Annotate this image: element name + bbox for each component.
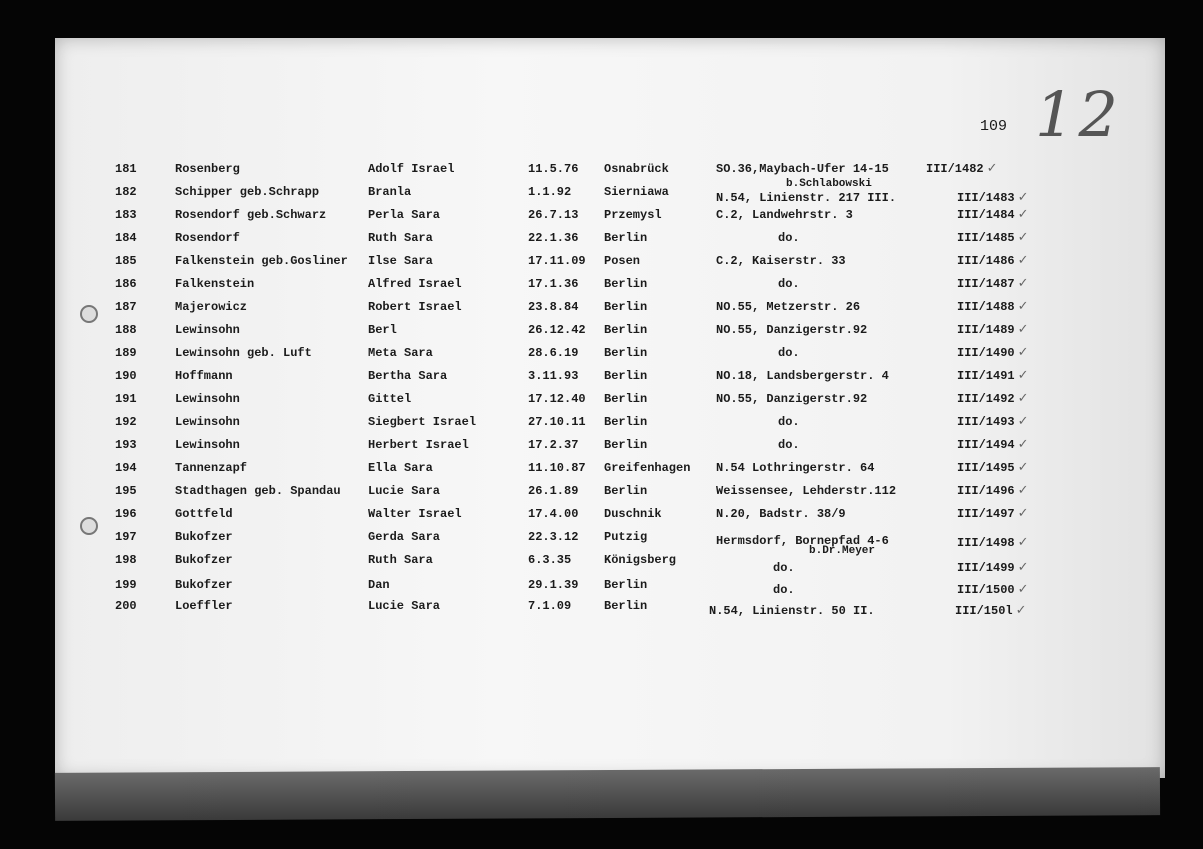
entry-surname: Lewinsohn geb. Luft xyxy=(175,346,312,360)
entry-reference xyxy=(957,437,1029,453)
entry-birth-date: 23.8.84 xyxy=(528,300,579,314)
entry-given-names: Gittel xyxy=(368,392,412,406)
entry-given-names: Robert Israel xyxy=(368,300,462,314)
entry-birth-place: Berlin xyxy=(604,300,648,314)
table-row xyxy=(0,460,1203,482)
entry-given-names: Ruth Sara xyxy=(368,231,433,245)
checkmark-icon: ✓ xyxy=(1017,506,1029,521)
checkmark-icon: ✓ xyxy=(1015,603,1027,618)
entry-address: do. xyxy=(773,561,795,575)
entry-birth-date: 17.4.00 xyxy=(528,507,579,521)
entry-address: C.2, Kaiserstr. 33 xyxy=(716,254,846,268)
entry-address: N.54 Lothringerstr. 64 xyxy=(716,461,875,475)
entry-reference xyxy=(957,230,1029,246)
care-of-note: b.Dr.Meyer xyxy=(809,545,876,557)
entry-given-names: Ella Sara xyxy=(368,461,433,475)
entry-number: 195 xyxy=(115,484,137,498)
entry-birth-date: 11.10.87 xyxy=(528,461,586,475)
entry-number: 196 xyxy=(115,507,137,521)
entry-reference-number: III/1494 xyxy=(957,438,1015,452)
entry-reference-number: III/1487 xyxy=(957,277,1015,291)
entry-given-names: Adolf Israel xyxy=(368,162,455,176)
entry-birth-date: 27.10.11 xyxy=(528,415,586,429)
checkmark-icon: ✓ xyxy=(1017,391,1029,406)
entry-surname: Lewinsohn xyxy=(175,392,240,406)
checkmark-icon: ✓ xyxy=(1017,345,1029,360)
checkmark-icon: ✓ xyxy=(1017,299,1029,314)
entry-reference-number: III/1497 xyxy=(957,507,1015,521)
entry-reference-number: III/1496 xyxy=(957,484,1015,498)
entry-number: 191 xyxy=(115,392,137,406)
table-row xyxy=(0,437,1203,459)
entry-birth-place: Osnabrück xyxy=(604,162,669,176)
entry-reference-number: III/1482 xyxy=(926,162,984,176)
entry-address: NO.55, Danzigerstr.92 xyxy=(716,392,868,406)
entry-birth-place: Posen xyxy=(604,254,641,268)
entry-given-names: Ilse Sara xyxy=(368,254,433,268)
entry-reference-number: III/1483 xyxy=(957,191,1015,205)
checkmark-icon: ✓ xyxy=(1017,414,1029,429)
table-row xyxy=(0,577,1203,599)
entry-birth-date: 11.5.76 xyxy=(528,162,579,176)
entry-reference-number: III/1491 xyxy=(957,369,1015,383)
entry-birth-date: 29.1.39 xyxy=(528,578,579,592)
entry-address: NO.55, Metzerstr. 26 xyxy=(716,300,861,314)
entry-reference xyxy=(957,276,1029,292)
checkmark-icon: ✓ xyxy=(1017,560,1029,575)
entry-reference-number: III/1485 xyxy=(957,231,1015,245)
entry-address: do. xyxy=(778,231,800,245)
table-row xyxy=(0,299,1203,321)
entry-number: 183 xyxy=(115,208,137,222)
entry-address: do. xyxy=(778,415,800,429)
table-row xyxy=(0,414,1203,436)
entry-birth-place: Königsberg xyxy=(604,553,677,567)
entry-number: 184 xyxy=(115,231,137,245)
entry-reference xyxy=(957,368,1029,384)
entry-birth-date: 22.3.12 xyxy=(528,530,579,544)
entry-birth-date: 3.11.93 xyxy=(528,369,579,383)
entry-address: NO.18, Landsbergerstr. 4 xyxy=(716,369,889,383)
entry-address: do. xyxy=(773,583,795,597)
entry-address: do. xyxy=(778,277,800,291)
entry-number: 187 xyxy=(115,300,137,314)
entry-reference-number: III/1495 xyxy=(957,461,1015,475)
entry-number: 200 xyxy=(115,599,137,613)
table-row xyxy=(0,529,1203,551)
entry-reference-number: III/1493 xyxy=(957,415,1015,429)
checkmark-icon: ✓ xyxy=(1017,460,1029,475)
entry-reference xyxy=(957,483,1029,499)
entry-reference-number: III/1490 xyxy=(957,346,1015,360)
checkmark-icon: ✓ xyxy=(1017,207,1029,222)
entry-given-names: Walter Israel xyxy=(368,507,462,521)
entry-address: Weissensee, Lehderstr.112 xyxy=(716,484,897,498)
entry-surname: Bukofzer xyxy=(175,578,233,592)
entry-reference-number: III/1486 xyxy=(957,254,1015,268)
entry-given-names: Lucie Sara xyxy=(368,484,441,498)
entry-birth-place: Berlin xyxy=(604,599,648,613)
entry-birth-date: 7.1.09 xyxy=(528,599,572,613)
entry-number: 198 xyxy=(115,553,137,567)
entry-given-names: Alfred Israel xyxy=(368,277,462,291)
entry-birth-date: 17.1.36 xyxy=(528,277,579,291)
entry-birth-date: 28.6.19 xyxy=(528,346,579,360)
table-row xyxy=(0,322,1203,344)
entry-reference xyxy=(957,391,1029,407)
entry-birth-place: Putzig xyxy=(604,530,648,544)
entry-surname: Tannenzapf xyxy=(175,461,248,475)
checkmark-icon: ✓ xyxy=(1017,483,1029,498)
entry-birth-place: Duschnik xyxy=(604,507,662,521)
entry-reference xyxy=(957,299,1029,315)
entry-given-names: Perla Sara xyxy=(368,208,441,222)
entry-reference xyxy=(926,161,998,177)
entry-number: 190 xyxy=(115,369,137,383)
entry-surname: Rosenberg xyxy=(175,162,240,176)
entry-reference xyxy=(957,535,1029,551)
entry-given-names: Branla xyxy=(368,185,412,199)
handwritten-page-number: 12 xyxy=(1035,78,1122,151)
entry-birth-date: 6.3.35 xyxy=(528,553,572,567)
entry-surname: Lewinsohn xyxy=(175,438,240,452)
checkmark-icon: ✓ xyxy=(1017,368,1029,383)
entry-birth-place: Przemysl xyxy=(604,208,662,222)
table-row xyxy=(0,230,1203,252)
entry-number: 197 xyxy=(115,530,137,544)
entry-birth-place: Berlin xyxy=(604,392,648,406)
entry-birth-place: Berlin xyxy=(604,415,648,429)
entry-number: 185 xyxy=(115,254,137,268)
entry-address: do. xyxy=(778,346,800,360)
entry-birth-date: 22.1.36 xyxy=(528,231,579,245)
entry-address: N.54, Linienstr. 217 III. xyxy=(716,191,897,205)
table-row xyxy=(0,391,1203,413)
table-row xyxy=(0,184,1203,206)
entry-given-names: Ruth Sara xyxy=(368,553,433,567)
entry-birth-place: Berlin xyxy=(604,346,648,360)
entry-birth-date: 26.7.13 xyxy=(528,208,579,222)
checkmark-icon: ✓ xyxy=(1017,582,1029,597)
page-number: 109 xyxy=(980,118,1008,135)
checkmark-icon: ✓ xyxy=(1017,230,1029,245)
checkmark-icon: ✓ xyxy=(1017,253,1029,268)
entry-surname: Bukofzer xyxy=(175,553,233,567)
entry-number: 193 xyxy=(115,438,137,452)
entry-surname: Schipper geb.Schrapp xyxy=(175,185,320,199)
entry-reference xyxy=(957,190,1029,206)
entry-birth-place: Berlin xyxy=(604,438,648,452)
entry-given-names: Gerda Sara xyxy=(368,530,441,544)
entry-reference xyxy=(957,253,1029,269)
entry-reference xyxy=(957,506,1029,522)
checkmark-icon: ✓ xyxy=(1017,535,1029,550)
table-row xyxy=(0,552,1203,574)
entry-number: 181 xyxy=(115,162,137,176)
entry-surname: Lewinsohn xyxy=(175,323,240,337)
table-row xyxy=(0,253,1203,275)
entry-reference xyxy=(957,560,1029,576)
table-row xyxy=(0,368,1203,390)
entry-number: 194 xyxy=(115,461,137,475)
table-row xyxy=(0,598,1203,620)
entry-given-names: Siegbert Israel xyxy=(368,415,477,429)
entry-birth-place: Berlin xyxy=(604,484,648,498)
entry-reference xyxy=(957,414,1029,430)
entry-birth-place: Berlin xyxy=(604,231,648,245)
entry-surname: Falkenstein geb.Gosliner xyxy=(175,254,348,268)
entry-address: do. xyxy=(778,438,800,452)
entry-surname: Stadthagen geb. Spandau xyxy=(175,484,341,498)
entry-surname: Hoffmann xyxy=(175,369,233,383)
entry-birth-date: 17.12.40 xyxy=(528,392,586,406)
entry-birth-date: 26.1.89 xyxy=(528,484,579,498)
entry-address: NO.55, Danzigerstr.92 xyxy=(716,323,868,337)
entry-given-names: Lucie Sara xyxy=(368,599,441,613)
entry-given-names: Bertha Sara xyxy=(368,369,448,383)
entry-birth-place: Berlin xyxy=(604,323,648,337)
entry-surname: Rosendorf geb.Schwarz xyxy=(175,208,327,222)
entry-birth-place: Berlin xyxy=(604,369,648,383)
checkmark-icon: ✓ xyxy=(1017,437,1029,452)
entry-birth-place: Sierniawa xyxy=(604,185,669,199)
entry-address: C.2, Landwehrstr. 3 xyxy=(716,208,853,222)
entry-birth-date: 17.11.09 xyxy=(528,254,586,268)
entry-given-names: Herbert Israel xyxy=(368,438,469,452)
table-row xyxy=(0,207,1203,229)
entry-address: Hermsdorf, Bornepfad 4-6 xyxy=(716,534,889,548)
entry-birth-place: Berlin xyxy=(604,277,648,291)
entry-given-names: Dan xyxy=(368,578,390,592)
entry-reference-number: III/1500 xyxy=(957,583,1015,597)
entry-surname: Majerowicz xyxy=(175,300,248,314)
entry-reference xyxy=(957,345,1029,361)
entry-address: N.54, Linienstr. 50 II. xyxy=(709,604,875,618)
entry-reference-number: III/1488 xyxy=(957,300,1015,314)
entry-surname: Rosendorf xyxy=(175,231,240,245)
entry-birth-date: 26.12.42 xyxy=(528,323,586,337)
table-row xyxy=(0,483,1203,505)
checkmark-icon: ✓ xyxy=(1017,322,1029,337)
table-row xyxy=(0,276,1203,298)
entry-given-names: Berl xyxy=(368,323,397,337)
entry-number: 182 xyxy=(115,185,137,199)
checkmark-icon: ✓ xyxy=(1017,276,1029,291)
entry-surname: Bukofzer xyxy=(175,530,233,544)
entry-birth-date: 1.1.92 xyxy=(528,185,572,199)
entry-reference-number: III/1492 xyxy=(957,392,1015,406)
entry-reference xyxy=(957,207,1029,223)
entry-address: N.20, Badstr. 38/9 xyxy=(716,507,846,521)
entry-reference xyxy=(955,603,1027,619)
entry-reference-number: III/1484 xyxy=(957,208,1015,222)
entry-reference-number: III/1499 xyxy=(957,561,1015,575)
entry-surname: Lewinsohn xyxy=(175,415,240,429)
entry-number: 188 xyxy=(115,323,137,337)
entry-number: 192 xyxy=(115,415,137,429)
checkmark-icon: ✓ xyxy=(986,161,998,176)
table-row xyxy=(0,161,1203,183)
entry-surname: Loeffler xyxy=(175,599,233,613)
entry-birth-date: 17.2.37 xyxy=(528,438,579,452)
entry-reference xyxy=(957,582,1029,598)
entry-reference xyxy=(957,322,1029,338)
table-row xyxy=(0,506,1203,528)
entry-reference-number: III/150l xyxy=(955,604,1013,618)
entry-number: 186 xyxy=(115,277,137,291)
table-row xyxy=(0,345,1203,367)
entry-reference-number: III/1498 xyxy=(957,536,1015,550)
entry-surname: Gottfeld xyxy=(175,507,233,521)
entry-reference xyxy=(957,460,1029,476)
entry-surname: Falkenstein xyxy=(175,277,255,291)
entry-address: SO.36,Maybach-Ufer 14-15 xyxy=(716,162,889,176)
entry-birth-place: Greifenhagen xyxy=(604,461,691,475)
entry-number: 189 xyxy=(115,346,137,360)
entry-number: 199 xyxy=(115,578,137,592)
checkmark-icon: ✓ xyxy=(1017,190,1029,205)
care-of-note: b.Schlabowski xyxy=(786,178,872,190)
entry-given-names: Meta Sara xyxy=(368,346,433,360)
entry-reference-number: III/1489 xyxy=(957,323,1015,337)
entry-birth-place: Berlin xyxy=(604,578,648,592)
